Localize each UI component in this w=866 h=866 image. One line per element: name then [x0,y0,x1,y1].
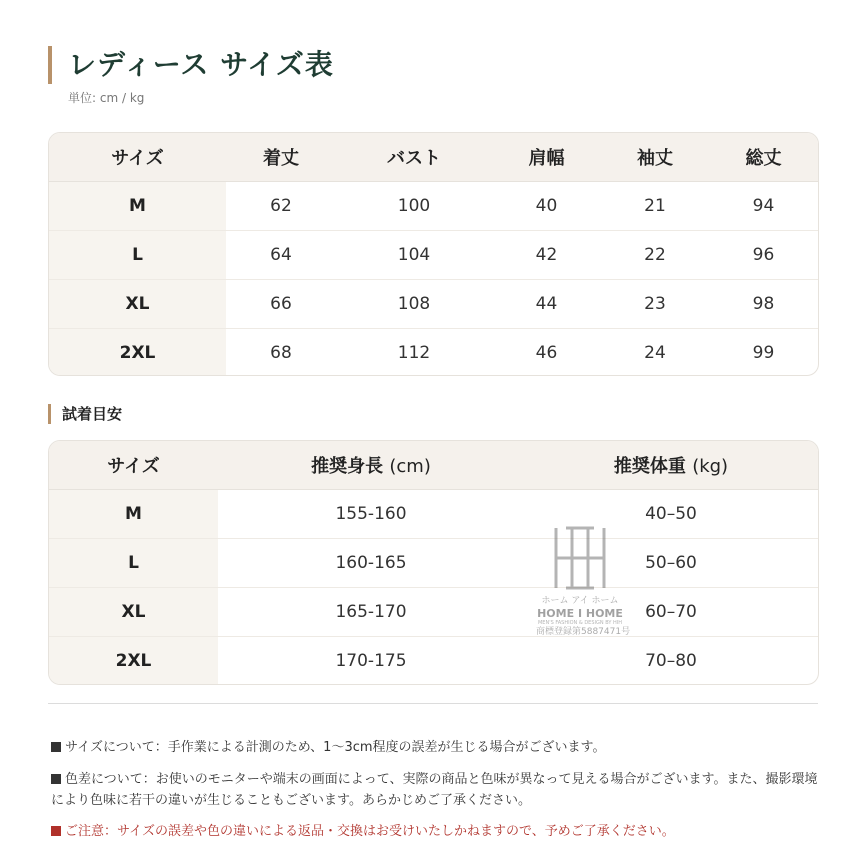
bullet-icon [51,742,61,752]
table-cell: 104 [336,231,492,280]
size-table-card [48,132,819,376]
page-title: レディース サイズ表 [68,48,334,81]
unit-label: 単位: cm / kg [68,91,145,105]
table-cell: 23 [601,280,709,329]
column-header: 肩幅 [492,133,601,182]
column-header [218,441,524,490]
fit-table-card [48,440,819,685]
table-cell: 64 [226,231,336,280]
table-cell: 98 [709,280,818,329]
note-warning [51,821,826,842]
watermark-brand: HOME I HOME [537,607,623,620]
title-accent-bar [48,46,52,84]
table-row [49,539,818,588]
note-text: ご注意：サイズの誤差や色の違いによる返品・交換はお受けいたしかねますので、予めご了承ください。 [65,824,675,839]
column-header [524,441,818,490]
table-cell: 112 [397,343,431,363]
size-table [49,133,818,376]
note-text: 色差について：お使いのモニターや端末の画面によって、実際の商品と色味が異なって見える場合がございます。また、撮影環境により色味に若干の違いが生じることもございます。あらかじめご了承ください。 [51,772,818,808]
size-cell: XL [49,280,226,329]
table-row [49,231,818,280]
column-header: サイズ [49,441,218,490]
section-accent-bar [48,404,51,424]
size-table-header [49,133,818,182]
table-cell: 155-160 [218,490,524,539]
section-title: 試着目安 [62,405,123,423]
column-header-label: 推奨身長 [311,456,384,477]
table-row [49,637,818,686]
table-cell: 160-165 [218,539,524,588]
table-cell: 22 [601,231,709,280]
table-cell: 94 [709,182,818,231]
table-cell: 62 [226,182,336,231]
column-header: バスト [336,133,492,182]
size-cell: M [49,490,218,539]
table-cell: 60–70 [524,588,818,637]
table-row [49,588,818,637]
size-cell: L [49,539,218,588]
table-cell: 96 [709,231,818,280]
size-cell: M [49,182,226,231]
table-cell: 99 [752,343,775,363]
watermark-kana: ホーム アイ ホーム [541,596,619,606]
brand-watermark [536,524,631,644]
note-color [51,769,826,811]
table-cell: 46 [535,343,558,363]
fit-table-header [49,441,818,490]
column-header: 総丈 [709,133,818,182]
table-cell: 21 [601,182,709,231]
table-cell: 42 [492,231,601,280]
table-cell: 40–50 [524,490,818,539]
table-cell: 100 [336,182,492,231]
column-header: 着丈 [226,133,336,182]
table-cell: 70–80 [645,651,697,671]
table-cell: 24 [644,343,666,363]
column-header: サイズ [49,133,226,182]
table-cell: 170-175 [335,651,407,671]
watermark-tagline: MEN'S FASHION & DESIGN BY HIH [537,620,622,626]
column-header-unit: (kg) [692,456,729,477]
size-cell: 2XL [49,637,218,686]
fit-table [49,441,818,685]
size-cell: L [49,231,226,280]
table-cell: 40 [492,182,601,231]
table-row [49,329,818,377]
note-size [51,737,826,758]
table-cell: 44 [492,280,601,329]
table-cell: 68 [270,343,292,363]
watermark-trademark: 商標登録第5887471号 [536,627,631,637]
bullet-icon [51,774,61,784]
hih-logo-icon [548,524,612,592]
column-header: 袖丈 [601,133,709,182]
size-cell: XL [49,588,218,637]
table-cell: 165-170 [218,588,524,637]
table-row [49,280,818,329]
table-row [49,490,818,539]
bullet-icon [51,826,61,836]
table-row [49,182,818,231]
note-text: サイズについて：手作業による計測のため、1〜3cm程度の誤差が生じる場合がございます。 [65,740,606,755]
size-cell: 2XL [49,329,226,377]
table-cell: 66 [226,280,336,329]
column-header-unit: (cm) [389,456,431,477]
column-header-label: 推奨体重 [613,456,686,477]
table-cell: 50–60 [524,539,818,588]
table-cell: 108 [336,280,492,329]
divider [48,703,818,704]
